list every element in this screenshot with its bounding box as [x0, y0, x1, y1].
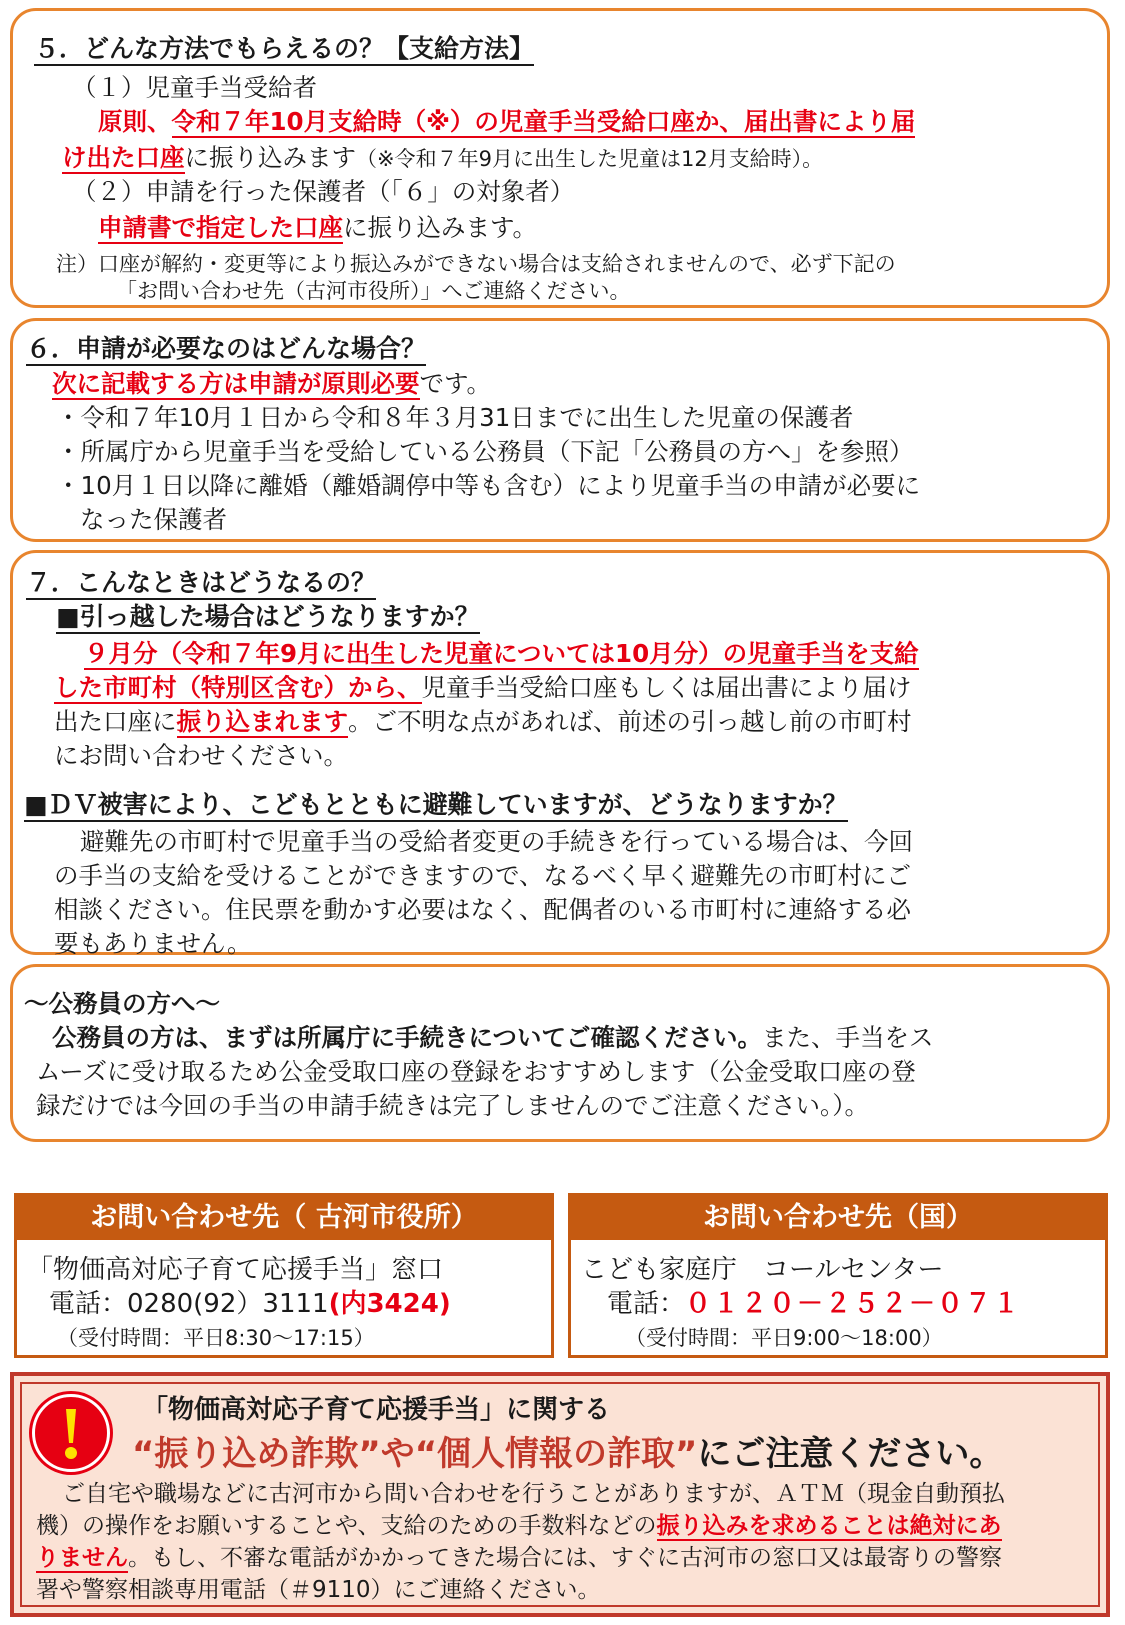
contact-city-ext: (内3424)	[328, 1289, 451, 1319]
contact-national-phone	[607, 1288, 1021, 1320]
contact-national-heading: お問い合わせ先（国）	[571, 1196, 1105, 1240]
s7-a1-3b: 。ご不明な点があれば、前述の引っ越し前の市町村	[348, 707, 912, 736]
s7-a1-line1	[84, 638, 919, 670]
s5-p1-red-a: 原則、	[98, 107, 172, 136]
contact-national-name: こども家庭庁 コールセンター	[581, 1255, 944, 1285]
warning-line2	[132, 1432, 1003, 1476]
warning-body-2	[36, 1510, 1002, 1542]
s5-p2-b: （※令和７年9月に出生した児童は12月支給時）。	[356, 147, 824, 171]
koumuin-line1	[52, 1022, 934, 1054]
s7-a2-line3: 相談ください。住民票を動かす必要はなく、配偶者のいる市町村に連絡する必	[54, 895, 912, 924]
contact-city-tel: 電話：0280(92）3111	[49, 1289, 329, 1319]
s6-lead	[52, 368, 491, 400]
s6-bullet-2: ・所属庁から児童手当を受給している公務員（下記「公務員の方へ」を参照）	[56, 437, 914, 466]
warning-body-3text: 。もし、不審な電話がかかってきた場合には、すぐに古河市の窓口又は最寄りの警察	[128, 1545, 1002, 1571]
s7-a1-2: 児童手当受給口座もしくは届出書により届け	[421, 673, 912, 702]
koumuin-line1-bold: 公務員の方は、まずは所属庁に手続きについてご確認ください。	[52, 1023, 763, 1052]
s7-a1-3red: 振り込まれます	[176, 707, 348, 736]
contact-national-hours: （受付時間：平日9:00～18:00）	[625, 1326, 943, 1350]
s5-p1-red-b: 令和７年10月支給時（※）の児童手当受給口座か、届出書により届	[171, 107, 916, 136]
s7-a1-line3	[54, 706, 912, 738]
s6-bullet-3a: ・10月１日以降に離婚（離婚調停中等も含む）により児童手当の申請が必要に	[56, 471, 921, 500]
s7-a2-line2: の手当の支給を受けることができますので、なるべく早く避難先の市町村にご	[54, 861, 912, 890]
s5-p2-a: に振り込みます	[184, 143, 356, 172]
s5-p3	[98, 212, 537, 244]
warning-line1: 「物価高対応子育て応援手当」に関する	[142, 1395, 611, 1425]
fraud-warning	[10, 1372, 1110, 1617]
contact-national	[568, 1193, 1108, 1358]
s5-note1: 注）口座が解約・変更等により振込みができない場合は支給されませんので、必ず下記の	[56, 252, 896, 276]
warning-body-2a: 機）の操作をお願いすることや、支給のための手数料などの	[36, 1513, 657, 1539]
contact-national-tel: ０１２０－２５２－０７１	[685, 1289, 1022, 1319]
section-6-title: ６．申請が必要なのはどんな場合？	[26, 334, 426, 366]
warning-line2-text: にご注意ください。	[697, 1434, 1004, 1474]
exclamation-icon	[32, 1394, 110, 1472]
s7-a1-3a: 出た口座に	[54, 707, 177, 736]
s7-q2: ■ＤＶ被害により、こどもとともに避難していますが、どうなりますか？	[24, 790, 848, 822]
warning-body-4: 署や警察相談専用電話（＃9110）にご連絡ください。	[36, 1577, 601, 1603]
koumuin-title: ～公務員の方へ～	[24, 989, 220, 1018]
s7-q1: ■引っ越した場合はどうなりますか？	[56, 602, 480, 634]
section-7-title: ７．こんなときはどうなるの？	[26, 568, 376, 600]
s6-lead-text: です。	[419, 369, 492, 398]
s5-p1	[98, 106, 915, 138]
contact-city	[14, 1193, 554, 1358]
contact-city-name: 「物価高対応子育て応援手当」窓口	[27, 1255, 444, 1285]
s6-bullet-3b: なった保護者	[80, 505, 227, 534]
s5-p3-red: 申請書で指定した口座	[98, 213, 343, 242]
s5-sub1: （１）児童手当受給者	[72, 73, 317, 102]
s5-p2-red: け出た口座	[62, 143, 185, 172]
koumuin-line3: 録だけでは今回の手当の申請手続きは完了しませんのでご注意ください。）。	[36, 1091, 869, 1120]
s7-a2-line1: 避難先の市町村で児童手当の受給者変更の手続きを行っている場合は、今回	[80, 827, 913, 856]
s5-note2: 「お問い合わせ先（古河市役所）」へご連絡ください。	[116, 279, 631, 303]
s7-a1-line4: にお問い合わせください。	[54, 741, 348, 770]
s5-p3-text: に振り込みます。	[343, 213, 538, 242]
warning-body-1: ご自宅や職場などに古河市から問い合わせを行うことがありますが、ＡＴＭ（現金自動預払	[62, 1481, 1005, 1507]
contact-city-hours: （受付時間：平日8:30～17:15）	[57, 1326, 375, 1350]
koumuin-line1-text: また、手当をス	[762, 1023, 934, 1052]
s7-a2-line4: 要もありません。	[54, 929, 252, 958]
s7-a1-red1: ９月分（令和７年9月に出生した児童については10月分）の児童手当を支給	[84, 639, 919, 668]
contact-national-tel-label: 電話：	[607, 1289, 686, 1319]
s7-a1-line2	[54, 672, 912, 704]
warning-body-3	[36, 1542, 1002, 1574]
s7-a1-red2: した市町村（特別区含む）から、	[54, 673, 422, 702]
s5-sub2: （２）申請を行った保護者（「６」の対象者）	[72, 177, 575, 206]
s6-bullet-1: ・令和７年10月１日から令和８年３月31日までに出生した児童の保護者	[56, 403, 854, 432]
contact-city-heading: お問い合わせ先（ 古河市役所）	[17, 1196, 551, 1240]
koumuin-line2: ムーズに受け取るため公金受取口座の登録をおすすめします（公金受取口座の登	[36, 1057, 916, 1086]
warning-body-3red: りません	[36, 1545, 128, 1571]
s6-lead-red: 次に記載する方は申請が原則必要	[52, 369, 420, 398]
warning-line2-red: “振り込め詐欺”や“個人情報の詐取”	[132, 1434, 698, 1474]
s5-p2	[62, 142, 823, 175]
contact-city-phone	[49, 1288, 451, 1320]
section-5-title: ５．どんな方法でもらえるの？【支給方法】	[34, 34, 534, 66]
warning-body-2red: 振り込みを求めることは絶対にあ	[656, 1513, 1002, 1539]
